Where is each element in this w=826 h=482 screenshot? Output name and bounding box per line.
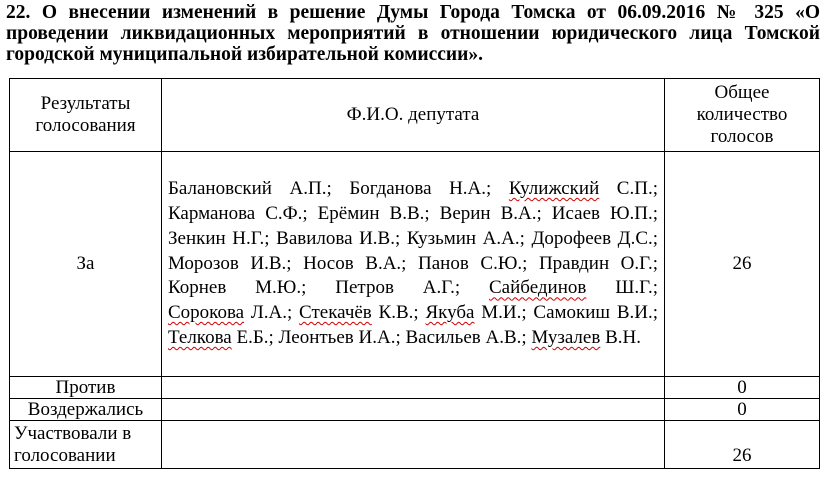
- deputy-names-abstained: [162, 399, 665, 421]
- result-label-for: За: [10, 152, 162, 377]
- deputy-name: Кулижский С.П.;: [508, 178, 658, 200]
- deputy-name: Правдин О.Г.;: [538, 252, 659, 274]
- deputy-name: Петров А.Г.;: [335, 277, 461, 299]
- table-row-against: [10, 377, 820, 399]
- deputy-name: Богданова Н.А.;: [349, 178, 492, 200]
- vote-count-abstained: 0: [665, 399, 820, 421]
- result-label-against: Против: [10, 377, 162, 399]
- deputy-name: Музалев В.Н.: [531, 326, 641, 348]
- deputy-name: Корнев М.Ю.;: [168, 277, 307, 299]
- deputy-names-participated: [162, 421, 665, 469]
- header-total: Общее количество голосов: [665, 79, 820, 152]
- header-results: Результаты голосования: [10, 79, 162, 152]
- table-row-abstained: [10, 399, 820, 421]
- deputy-name: Телкова Е.Б.;: [168, 326, 274, 348]
- deputy-name: Васильев А.В.;: [405, 326, 527, 348]
- deputy-names-against: [162, 377, 665, 399]
- deputy-name: Дорофеев Д.С.;: [531, 227, 659, 249]
- table-row-for: [10, 152, 820, 377]
- vote-count-for: 26: [665, 152, 820, 377]
- result-label-participated: Участвовали в голосовании: [10, 421, 162, 469]
- deputy-names-cell: [162, 152, 665, 377]
- deputy-name: Балановский А.П.;: [168, 178, 332, 200]
- deputy-name: Сорокова Л.А.;: [168, 302, 293, 324]
- header-deputies: Ф.И.О. депутата: [162, 79, 665, 152]
- deputy-name: Сайбединов Ш.Г.;: [489, 277, 659, 299]
- deputy-name: Вавилова И.В.;: [276, 227, 401, 249]
- agenda-item-heading: 22. О внесении изменений в решение Думы Города Томска от 06.09.2016 № 325 «О проведении ликвидационных мероприятий в отношении юридического лица Томской городской муниципальной избирательной комиссии».: [6, 2, 820, 65]
- deputy-name: Панов С.Ю.;: [418, 252, 528, 274]
- deputy-name: Кузьмин А.А.;: [406, 227, 525, 249]
- deputy-name: Ерёмин В.В.;: [317, 203, 430, 224]
- table-row-participated: [10, 421, 820, 469]
- table-header-row: [10, 79, 820, 152]
- deputy-name: Верин В.А.;: [439, 203, 542, 224]
- vote-count-against: 0: [665, 377, 820, 399]
- result-label-abstained: Воздержались: [10, 399, 162, 421]
- deputy-name: Леонтьев И.А.;: [278, 326, 401, 348]
- deputy-name: Носов В.А.;: [303, 252, 407, 274]
- deputy-name: Зенкин Н.Г.;: [168, 227, 270, 249]
- deputy-name: Исаев Ю.П.;: [551, 203, 658, 224]
- deputy-name: Самокиш В.И.;: [533, 302, 659, 324]
- vote-count-participated: 26: [665, 421, 820, 469]
- deputy-names-list: [166, 177, 660, 351]
- deputy-name: Якуба М.И.;: [425, 302, 527, 324]
- deputy-name: Стекачёв К.В.;: [299, 302, 419, 324]
- voting-results-table: [9, 78, 820, 469]
- deputy-name: Карманова С.Ф.;: [168, 203, 308, 224]
- deputy-name: Морозов И.В.;: [168, 252, 292, 274]
